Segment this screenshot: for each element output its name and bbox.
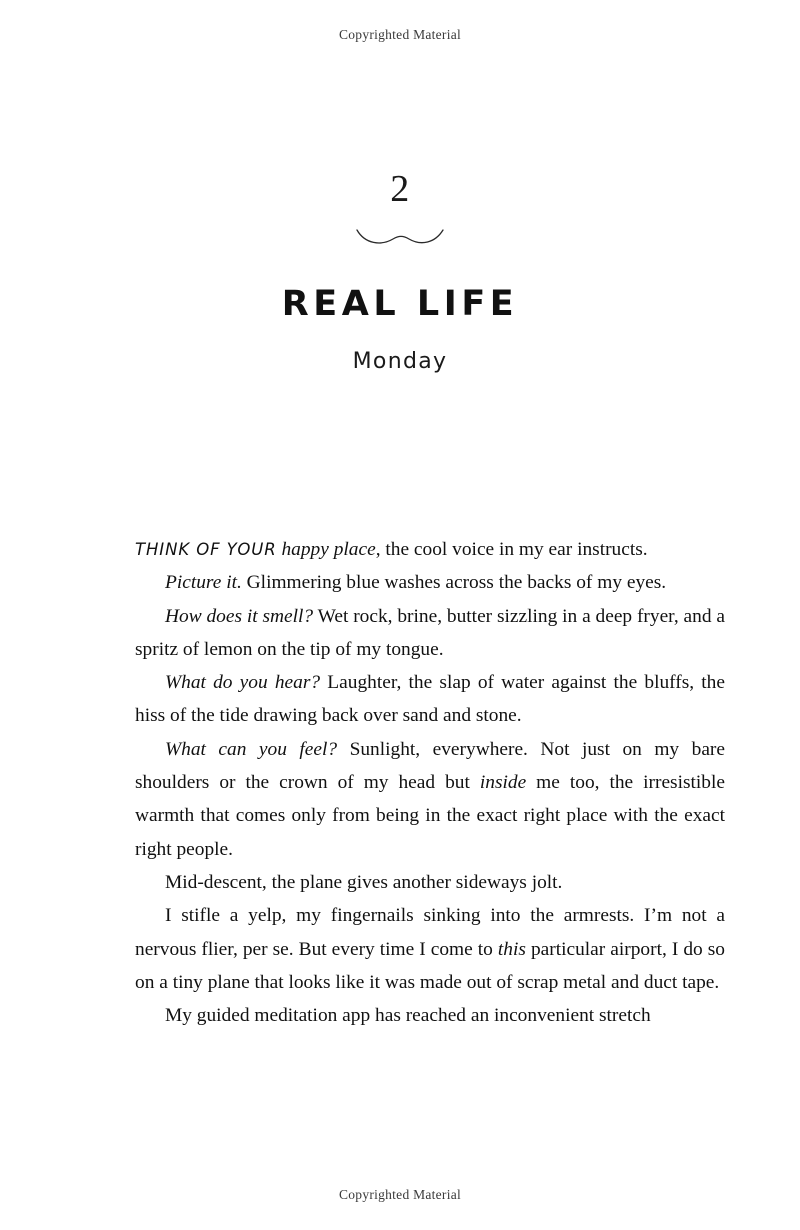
chapter-number: 2 [390, 168, 410, 210]
p5-part-b: me too, the irresistible warmth that comes only from being in the exact right place with the exact right people. [135, 772, 726, 860]
p5-part-a: Sunlight, everywhere. Not just on my bare shoulders or the crown of my head but [135, 738, 725, 794]
p2-rest: Glimmering blue washes across the backs of my eyes. [241, 572, 667, 594]
p1-italic-phrase: happy place [281, 539, 376, 560]
chapter-title: REAL LIFE [281, 284, 519, 324]
p7-italic-word: this [497, 938, 526, 960]
copyright-watermark-bottom: Copyrighted Material [339, 1187, 461, 1202]
copyright-watermark-top: Copyrighted Material [339, 27, 461, 42]
paragraph-5 [135, 733, 725, 866]
swash-ornament-icon [355, 226, 445, 248]
p7-part-b: particular airport, I do so on a tiny plane that looks like it was made out of scrap metal and duct tape. [135, 938, 725, 993]
paragraph-2 [135, 566, 725, 599]
p4-rest: Laughter, the slap of water against the bluffs, the hiss of the tide drawing back over sand and stone. [135, 672, 725, 727]
paragraph-3 [135, 600, 725, 667]
opening-smallcaps: THINK OF YOUR [135, 540, 277, 559]
p3-italic-phrase: How does it smell? [165, 605, 314, 627]
paragraph-7 [135, 899, 725, 999]
paragraph-6: Mid-descent, the plane gives another sideways jolt. [165, 871, 563, 893]
p1-rest: , the cool voice in my ear instructs. [375, 539, 648, 560]
p5-italic-phrase: What can you feel? [165, 738, 338, 760]
p7-part-a: I stifle a yelp, my fingernails sinking into the armrests. I’m not a nervous flier, per se. But every time I come to [135, 905, 725, 960]
paragraph-8: My guided meditation app has reached an inconvenient stretch [165, 1005, 651, 1027]
p3-rest: Wet rock, brine, butter sizzling in a deep fryer, and a spritz of lemon on the tip of my tongue. [135, 605, 726, 660]
chapter-heading [0, 170, 800, 374]
chapter-subtitle: Monday [352, 348, 448, 374]
p5-italic-inside: inside [479, 772, 527, 794]
p4-italic-phrase: What do you hear? [165, 672, 321, 694]
paragraph-1 [135, 533, 725, 566]
paragraph-4 [135, 666, 725, 733]
p2-italic-phrase: Picture it. [165, 572, 242, 594]
chapter-body [135, 533, 725, 1032]
